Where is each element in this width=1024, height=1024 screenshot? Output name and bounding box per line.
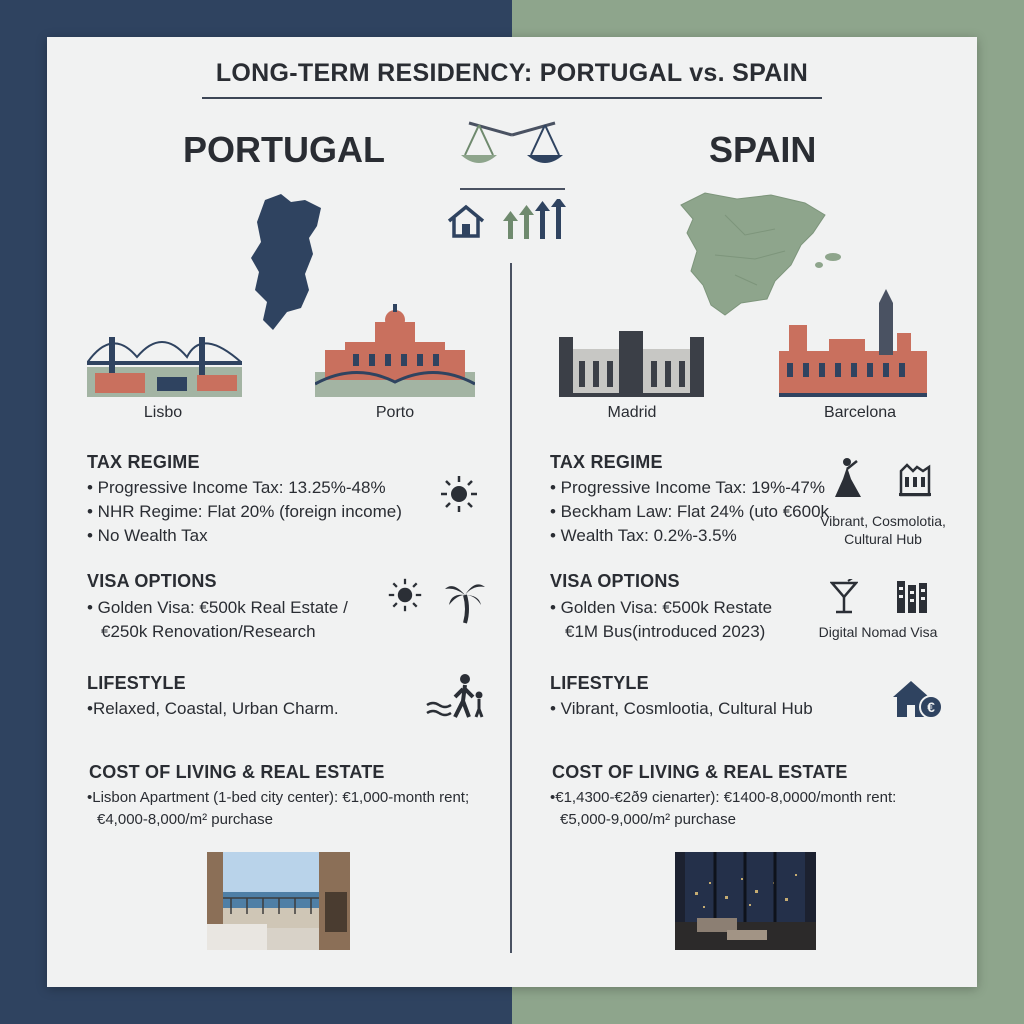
spain-cost-heading: COST OF LIVING & REAL ESTATE [552, 762, 848, 782]
office-building-icon [895, 579, 929, 615]
center-rule [460, 188, 565, 190]
portugal-visa-line: €250k Renovation/Research [101, 622, 316, 641]
portugal-lifestyle-text: •Relaxed, Coastal, Urban Charm. [87, 699, 339, 718]
portugal-visa-heading: VISA OPTIONS [87, 571, 217, 591]
balance-scale-icon [457, 115, 567, 175]
spain-visa-line: €1M Bus(introduced 2023) [565, 622, 766, 641]
spain-tax-item: • Beckham Law: Flat 24% (uto €600k [550, 502, 830, 521]
center-divider [510, 263, 512, 953]
infographic-card [47, 37, 977, 987]
building-icon [899, 463, 931, 497]
portugal-visa-line: • Golden Visa: €500k Real Estate / [87, 598, 348, 617]
portugal-city-2: Porto [375, 404, 415, 421]
portugal-tax-item: • No Wealth Tax [87, 526, 208, 545]
page-title: LONG-TERM RESIDENCY: PORTUGAL vs. SPAIN [215, 59, 809, 87]
porto-skyline-icon [315, 302, 475, 397]
spain-apartment-photo [675, 852, 816, 950]
portugal-cost-line: €4,000-8,000/m² purchase [97, 811, 273, 828]
flamenco-dancer-icon [833, 457, 863, 499]
spain-tax-item: • Wealth Tax: 0.2%-3.5% [550, 526, 737, 545]
spain-city-1: Madrid [607, 404, 657, 421]
sun-icon [387, 577, 423, 613]
spain-cost-line: €5,000-9,000/m² purchase [560, 811, 736, 828]
spain-tax-heading: TAX REGIME [550, 452, 663, 472]
portugal-cost-line: •Lisbon Apartment (1-bed city center): €1,000-month rent; [87, 789, 470, 806]
portugal-tax-item: • NHR Regime: Flat 20% (foreign income) [87, 502, 402, 521]
digital-nomad-caption: Digital Nomad Visa [818, 624, 938, 640]
portugal-tax-heading: TAX REGIME [87, 452, 200, 472]
title-underline [202, 97, 822, 99]
sun-icon [439, 474, 479, 514]
cocktail-icon [830, 579, 858, 615]
madrid-skyline-icon [559, 327, 704, 397]
barcelona-skyline-icon [779, 289, 927, 399]
portugal-lifestyle-heading: LIFESTYLE [87, 673, 186, 693]
portugal-tax-item: • Progressive Income Tax: 13.25%-48% [87, 478, 386, 497]
beach-walker-icon [425, 673, 487, 719]
palm-tree-icon [445, 577, 485, 625]
svg-text:€: € [927, 699, 935, 715]
house-euro-icon [891, 677, 943, 719]
portugal-cost-heading: COST OF LIVING & REAL ESTATE [89, 762, 385, 782]
lisbon-apartment-photo [207, 852, 350, 950]
spain-visa-line: • Golden Visa: €500k Restate [550, 598, 773, 617]
spain-lifestyle-heading: LIFESTYLE [550, 673, 649, 693]
growth-arrows-icon [502, 199, 574, 241]
portugal-heading: PORTUGAL [183, 129, 385, 170]
spain-tax-item: • Progressive Income Tax: 19%-47% [550, 478, 825, 497]
spain-cultural-caption-1: Vibrant, Cosmolotia, [820, 513, 946, 529]
spain-heading: SPAIN [709, 129, 817, 170]
spain-visa-heading: VISA OPTIONS [550, 571, 680, 591]
portugal-city-1: Lisbo [143, 404, 183, 421]
lisbon-skyline-icon [87, 327, 242, 397]
spain-cost-line: •€1,4300-€2ð9 cienarter): €1400-8,0000/month rent: [550, 789, 897, 806]
house-icon [445, 203, 487, 239]
spain-lifestyle-text: • Vibrant, Cosmlootia, Cultural Hub [550, 699, 813, 718]
spain-city-2: Barcelona [823, 404, 897, 421]
spain-cultural-caption-2: Cultural Hub [844, 531, 922, 547]
